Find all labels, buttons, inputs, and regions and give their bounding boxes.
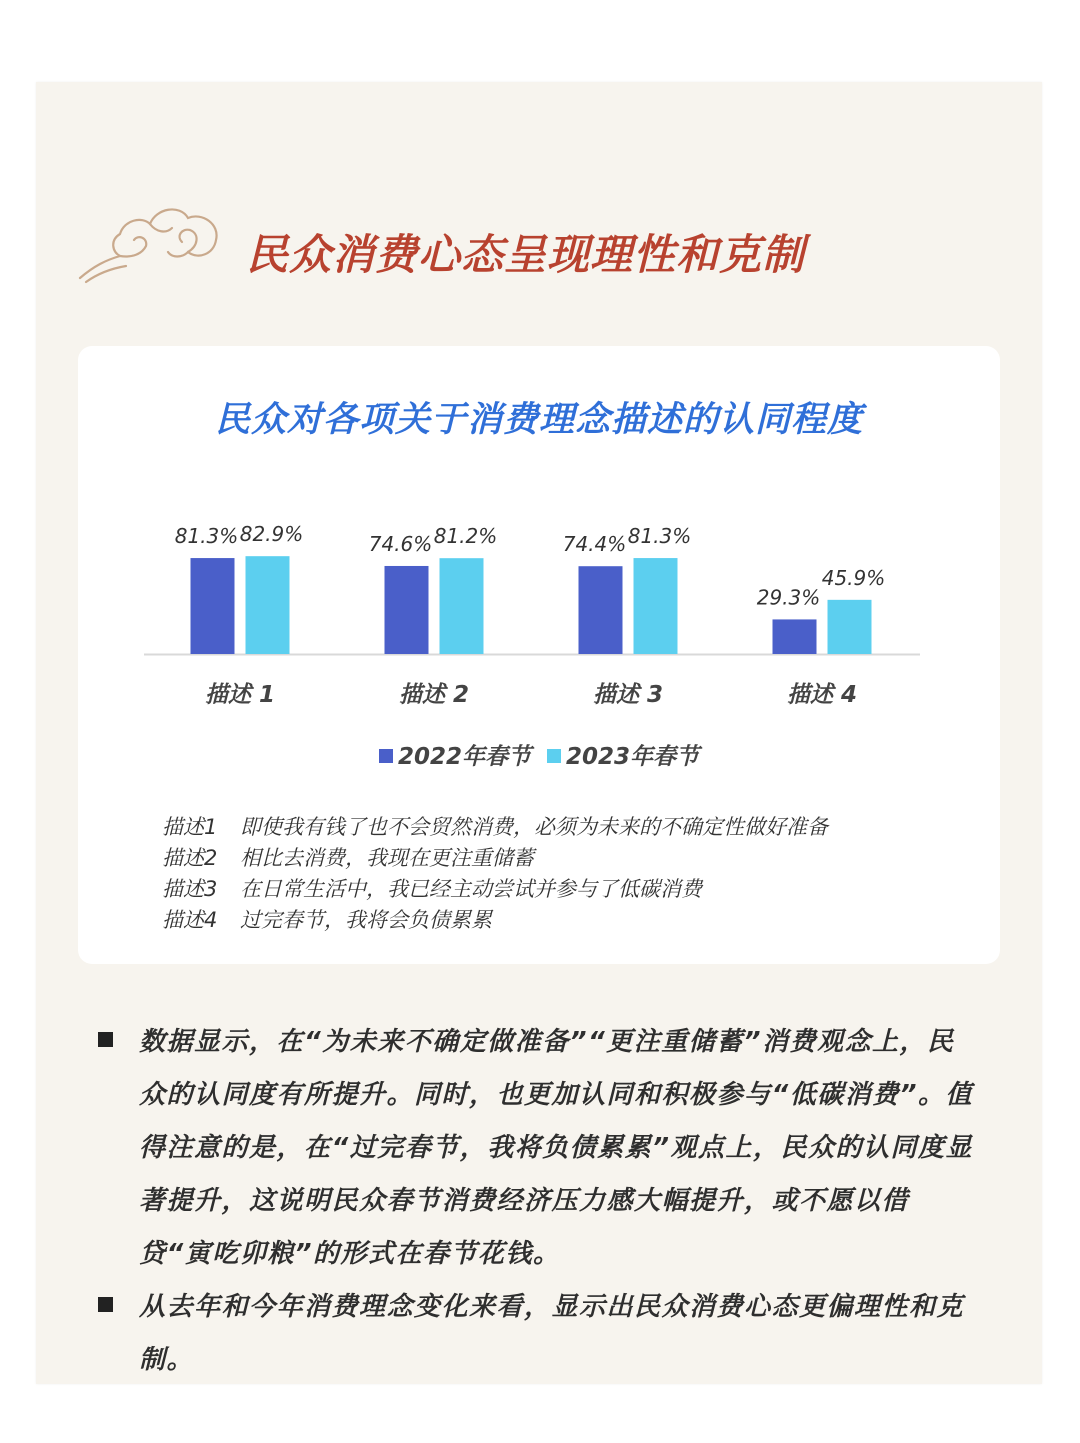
- category-label-4: 描述 4: [786, 682, 858, 708]
- chart-card: [78, 346, 1000, 964]
- note-row: [162, 874, 982, 905]
- bullet-text: 数据显示，在“为未来不确定做准备”“更注重储蓄”消费观念上，民众的认同度有所提升。同时，也更加认同和积极参与“低碳消费”。值得注意的是，在“过完春节，我将负债累累”观点上，民众的认同度显著提升，这说明民众春节消费经济压力感大幅提升，或不愿以借贷“寅吃卯粮”的形式在春节花钱。: [139, 1027, 973, 1269]
- content-panel: [36, 82, 1042, 1384]
- data-label: 29.3%: [756, 585, 821, 610]
- description-notes: [162, 812, 982, 936]
- legend-label-2022: 2022年春节: [397, 744, 531, 770]
- note-label: 描述4: [162, 908, 218, 932]
- data-label: 45.9%: [821, 565, 886, 590]
- section-heading: 民众消费心态呈现理性和克制: [246, 230, 806, 279]
- legend-item-2023: [547, 738, 699, 771]
- bar-2022-2: [385, 566, 429, 654]
- legend-item-2022: [379, 738, 531, 771]
- chart-legend: [78, 738, 1000, 771]
- summary-bullets: [94, 1016, 974, 1387]
- chart-title: 民众对各项关于消费理念描述的认同程度: [214, 400, 863, 440]
- legend-swatch-2022: [379, 749, 393, 763]
- data-label: 81.2%: [433, 524, 498, 549]
- category-label-2: 描述 2: [398, 682, 470, 708]
- note-text: 在日常生活中，我已经主动尝试并参与了低碳消费: [240, 877, 702, 901]
- note-text: 即使我有钱了也不会贸然消费，必须为未来的不确定性做好准备: [240, 815, 828, 839]
- bullet-item: [94, 1281, 974, 1387]
- bar-2022-1: [191, 558, 235, 654]
- note-row: [162, 812, 982, 843]
- bar-2023-4: [828, 600, 872, 654]
- bar-2023-2: [440, 558, 484, 654]
- bar-2022-3: [579, 566, 623, 654]
- note-label: 描述3: [162, 877, 218, 901]
- data-label: 82.9%: [239, 522, 304, 547]
- note-text: 相比去消费，我现在更注重储蓄: [240, 846, 534, 870]
- category-label-1: 描述 1: [204, 682, 276, 708]
- legend-label-2023: 2023年春节: [566, 744, 700, 770]
- bar-2023-1: [246, 556, 290, 654]
- bullet-text: 从去年和今年消费理念变化来看，显示出民众消费心态更偏理性和克制。: [139, 1292, 965, 1375]
- data-label: 74.6%: [368, 531, 433, 556]
- bar-chart: [78, 346, 1000, 866]
- note-label: 描述2: [162, 846, 218, 870]
- legend-swatch-2023: [547, 749, 561, 763]
- note-label: 描述1: [162, 815, 218, 839]
- bar-2022-4: [773, 619, 817, 654]
- square-bullet-icon: [98, 1297, 113, 1312]
- bar-2023-3: [634, 558, 678, 654]
- category-label-3: 描述 3: [592, 682, 664, 708]
- data-label: 74.4%: [562, 532, 627, 557]
- note-row: [162, 843, 982, 874]
- bullet-item: [94, 1016, 974, 1281]
- data-label: 81.3%: [627, 524, 692, 549]
- note-text: 过完春节，我将会负债累累: [240, 908, 492, 932]
- auspicious-cloud-icon: [76, 194, 226, 286]
- data-label: 81.3%: [174, 524, 239, 549]
- square-bullet-icon: [98, 1032, 113, 1047]
- note-row: [162, 905, 982, 936]
